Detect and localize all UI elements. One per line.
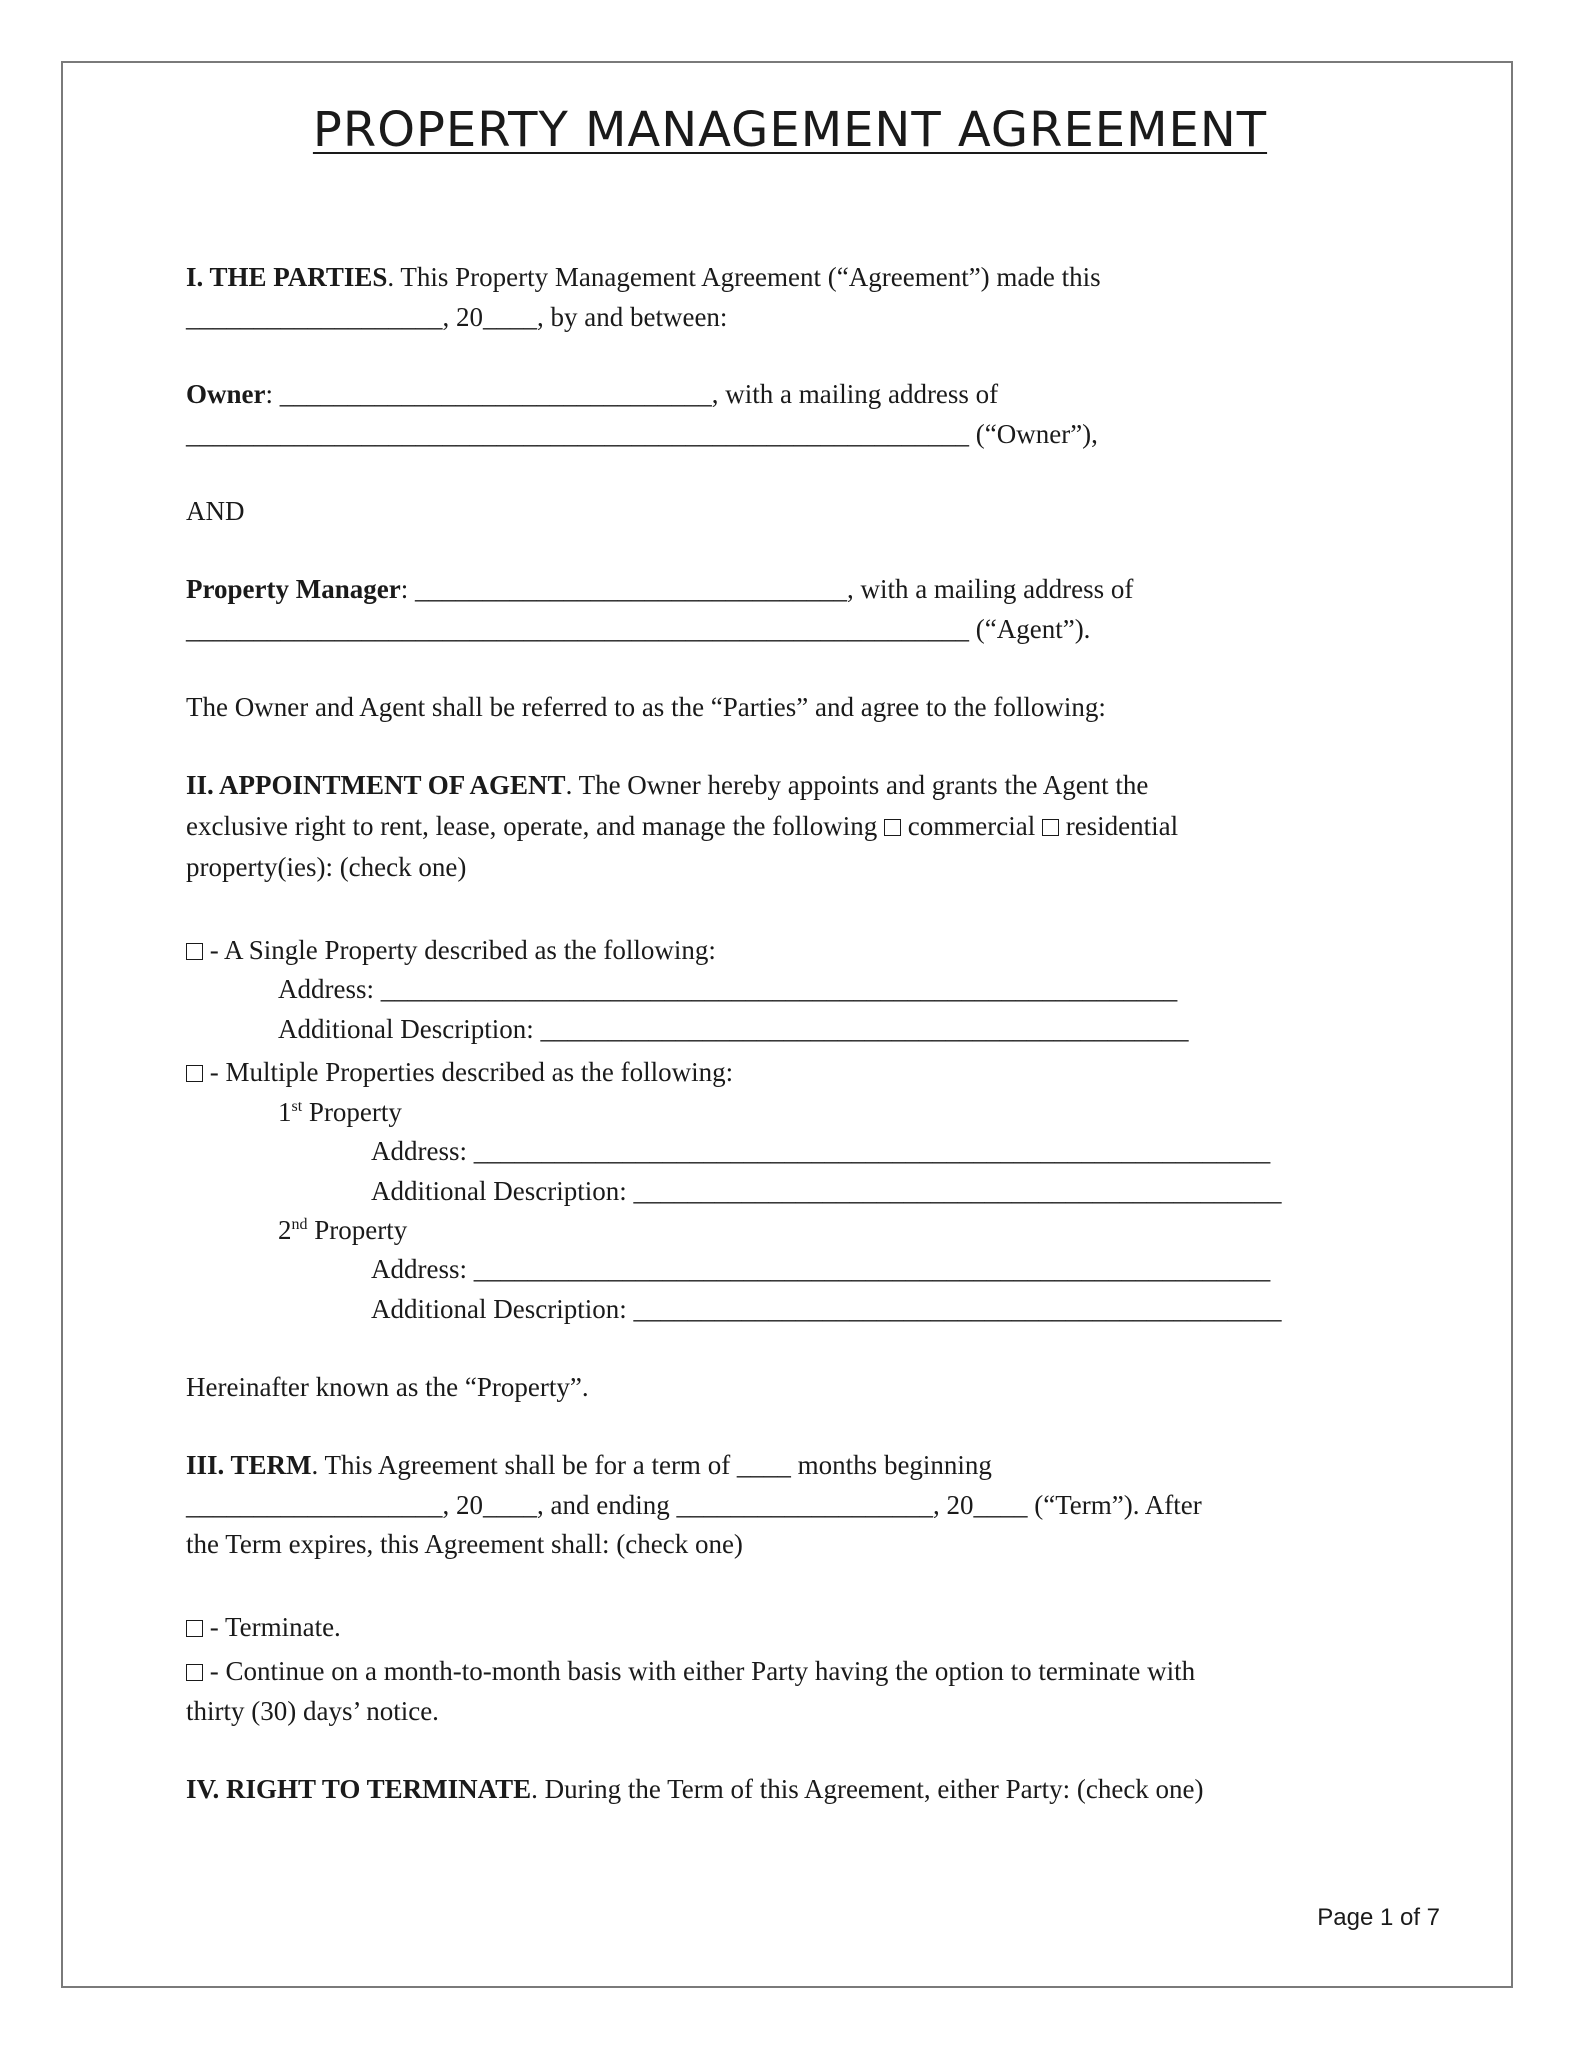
continue-option-line-2: thirty (30) days’ notice.	[186, 1696, 439, 1726]
owner-address-field[interactable]: __________________________________________________________ (“Owner”),	[186, 419, 1098, 449]
right-to-terminate-line: IV. RIGHT TO TERMINATE. During the Term of this Agreement, either Party: (check one)	[186, 1774, 1204, 1804]
right-to-terminate-heading: IV. RIGHT TO TERMINATE	[186, 1774, 532, 1804]
property-definition: Hereinafter known as the “Property”.	[186, 1372, 589, 1402]
appointment-line-3: property(ies): (check one)	[186, 852, 467, 882]
first-description-field[interactable]: Additional Description: ________________________________________________	[371, 1176, 1282, 1206]
parties-date-line[interactable]: ___________________, 20____, by and between:	[186, 302, 728, 332]
term-line-3: the Term expires, this Agreement shall: (check one)	[186, 1529, 743, 1559]
single-property-option: - A Single Property described as the following:	[186, 933, 716, 967]
term-line-1: III. TERM. This Agreement shall be for a term of ____ months beginning	[186, 1450, 992, 1480]
term-line-2[interactable]: ___________________, 20____, and ending ___________________, 20____ (“Term”). After	[186, 1490, 1202, 1520]
commercial-label: commercial	[907, 811, 1036, 841]
document-title: PROPERTY MANAGEMENT AGREEMENT	[312, 102, 1268, 158]
owner-name-field[interactable]: : ________________________________, with a mailing address of	[265, 379, 999, 409]
residential-checkbox[interactable]	[1042, 819, 1059, 836]
appointment-line-2: exclusive right to rent, lease, operate, and manage the following commercial residential	[186, 811, 1179, 841]
commercial-checkbox[interactable]	[884, 819, 901, 836]
terminate-option: - Terminate.	[186, 1610, 341, 1644]
residential-label: residential	[1065, 811, 1179, 841]
appointment-heading: II. APPOINTMENT OF AGENT	[186, 770, 566, 800]
owner-label: Owner	[186, 379, 266, 409]
single-address-field[interactable]: Address: ___________________________________________________________	[278, 974, 1178, 1004]
manager-line	[186, 572, 1133, 606]
owner-line	[186, 377, 998, 411]
parties-heading: I. THE PARTIES	[186, 262, 388, 292]
terminate-checkbox[interactable]	[186, 1620, 203, 1637]
first-address-field[interactable]: Address: ___________________________________________________________	[371, 1136, 1271, 1166]
appointment-line-1: II. APPOINTMENT OF AGENT. The Owner hereby appoints and grants the Agent the	[186, 770, 1149, 800]
multiple-properties-option: - Multiple Properties described as the following:	[186, 1055, 733, 1089]
and-text: AND	[186, 496, 245, 526]
manager-name-field[interactable]: : ________________________________, with a mailing address of	[400, 574, 1134, 604]
parties-intro-line: I. THE PARTIES. This Property Management Agreement (“Agreement”) made this	[186, 262, 1101, 292]
single-description-field[interactable]: Additional Description: ________________________________________________	[278, 1014, 1189, 1044]
multiple-properties-checkbox[interactable]	[186, 1065, 203, 1082]
continue-option: - Continue on a month-to-month basis with either Party having the option to terminate with	[186, 1654, 1195, 1688]
first-property-label: 1st Property	[278, 1097, 402, 1127]
second-address-field[interactable]: Address: ___________________________________________________________	[371, 1254, 1271, 1284]
term-heading: III. TERM	[186, 1450, 312, 1480]
parties-closing: The Owner and Agent shall be referred to as the “Parties” and agree to the following:	[186, 692, 1106, 722]
single-property-checkbox[interactable]	[186, 943, 203, 960]
manager-address-field[interactable]: __________________________________________________________ (“Agent”).	[186, 614, 1091, 644]
second-description-field[interactable]: Additional Description: ________________________________________________	[371, 1294, 1282, 1324]
second-property-label: 2nd Property	[278, 1215, 408, 1245]
continue-checkbox[interactable]	[186, 1664, 203, 1681]
page-number: Page 1 of 7	[1317, 1904, 1440, 1931]
manager-label: Property Manager	[186, 574, 401, 604]
